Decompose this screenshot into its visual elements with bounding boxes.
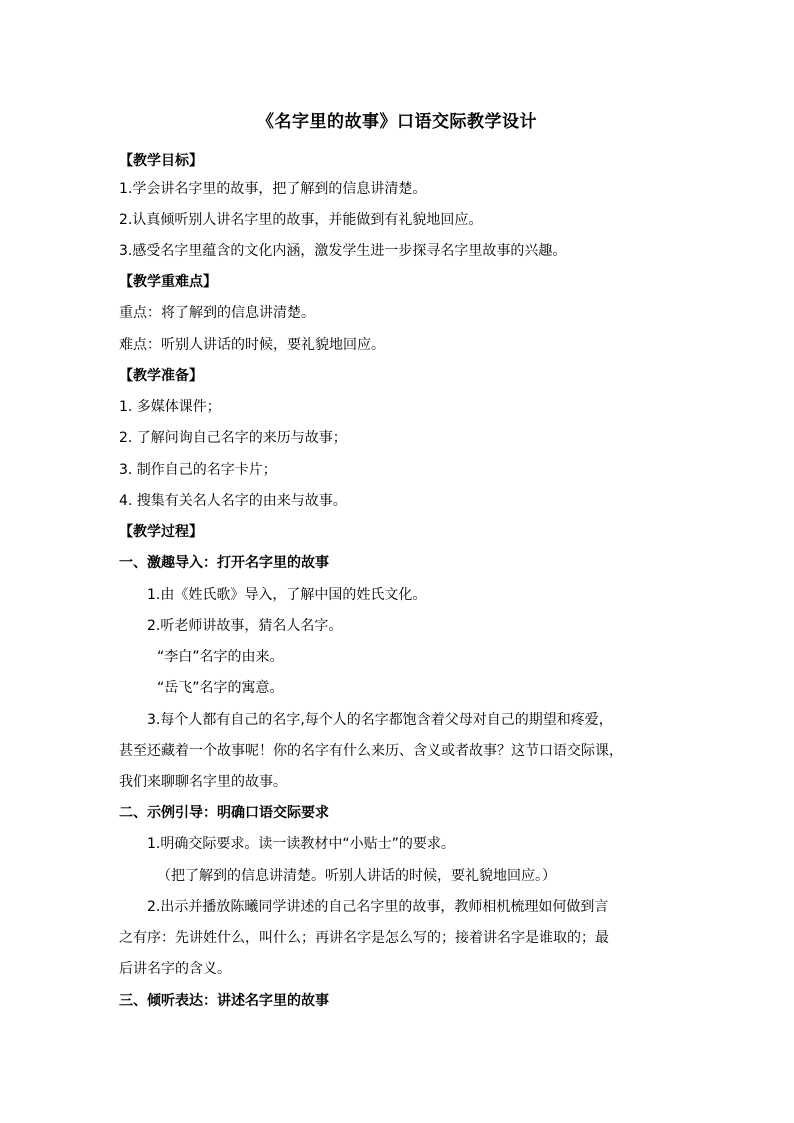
section-2-paragraph-2-line-1: 2.出示并播放陈曦同学讲述的自己名字里的故事，教师相机梳理如何做到言 bbox=[147, 899, 609, 915]
preparation-item-2: 2. 了解问询自己名字的来历与故事； bbox=[119, 430, 347, 446]
section-1-quote-1: “李白”名字的由来。 bbox=[157, 649, 284, 665]
objective-item-1: 1.学会讲名字里的故事，把了解到的信息讲清楚。 bbox=[119, 181, 427, 197]
section-1-paragraph-3-line-1: 3.每个人都有自己的名字,每个人的名字都饱含着父母对自己的期望和疼爱， bbox=[147, 712, 613, 728]
section-1-paragraph-3-line-2: 甚至还藏着一个故事呢！你的名字有什么来历、含义或者故事？这节口语交际课， bbox=[119, 743, 623, 759]
preparation-item-1: 1. 多媒体课件； bbox=[119, 399, 221, 415]
section-2-title: 二、示例引导：明确口语交际要求 bbox=[119, 805, 329, 821]
objective-item-2: 2.认真倾听别人讲名字里的故事，并能做到有礼貌地回应。 bbox=[119, 212, 483, 228]
key-point-item-1: 重点：将了解到的信息讲清楚。 bbox=[119, 305, 315, 321]
objective-item-3: 3.感受名字里蕴含的文化内涵，激发学生进一步探寻名字里故事的兴趣。 bbox=[119, 243, 567, 259]
section-2-paragraph-2-line-2: 之有序：先讲姓什么，叫什么；再讲名字是怎么写的；接着讲名字是谁取的；最 bbox=[119, 930, 609, 946]
section-2-paragraph-1: 1.明确交际要求。读一读教材中“小贴士”的要求。 bbox=[147, 836, 455, 852]
section-1-paragraph-1: 1.由《姓氏歌》导入，了解中国的姓氏文化。 bbox=[147, 587, 427, 603]
key-points-heading: 【教学重难点】 bbox=[119, 274, 217, 290]
document-title: 《名字里的故事》口语交际教学设计 bbox=[257, 112, 537, 132]
preparation-item-4: 4. 搜集有关名人名字的由来与故事。 bbox=[119, 493, 347, 509]
section-1-quote-2: “岳飞”名字的寓意。 bbox=[157, 680, 284, 696]
section-2-paragraph-2-line-3: 后讲名字的含义。 bbox=[119, 961, 231, 977]
section-1-paragraph-2: 2.听老师讲故事，猜名人名字。 bbox=[147, 618, 343, 634]
key-point-item-2: 难点：听别人讲话的时候，要礼貌地回应。 bbox=[119, 337, 385, 353]
section-1-paragraph-3-line-3: 我们来聊聊名字里的故事。 bbox=[119, 774, 287, 790]
section-3-title: 三、倾听表达：讲述名字里的故事 bbox=[119, 993, 329, 1009]
preparation-item-3: 3. 制作自己的名字卡片； bbox=[119, 462, 277, 478]
section-1-title: 一、激趣导入：打开名字里的故事 bbox=[119, 555, 329, 571]
process-heading: 【教学过程】 bbox=[119, 524, 203, 540]
section-2-paragraph-1-note: （把了解到的信息讲清楚。听别人讲话的时候，要礼貌地回应。） bbox=[157, 868, 556, 884]
preparation-heading: 【教学准备】 bbox=[119, 368, 203, 384]
objectives-heading: 【教学目标】 bbox=[119, 153, 203, 169]
